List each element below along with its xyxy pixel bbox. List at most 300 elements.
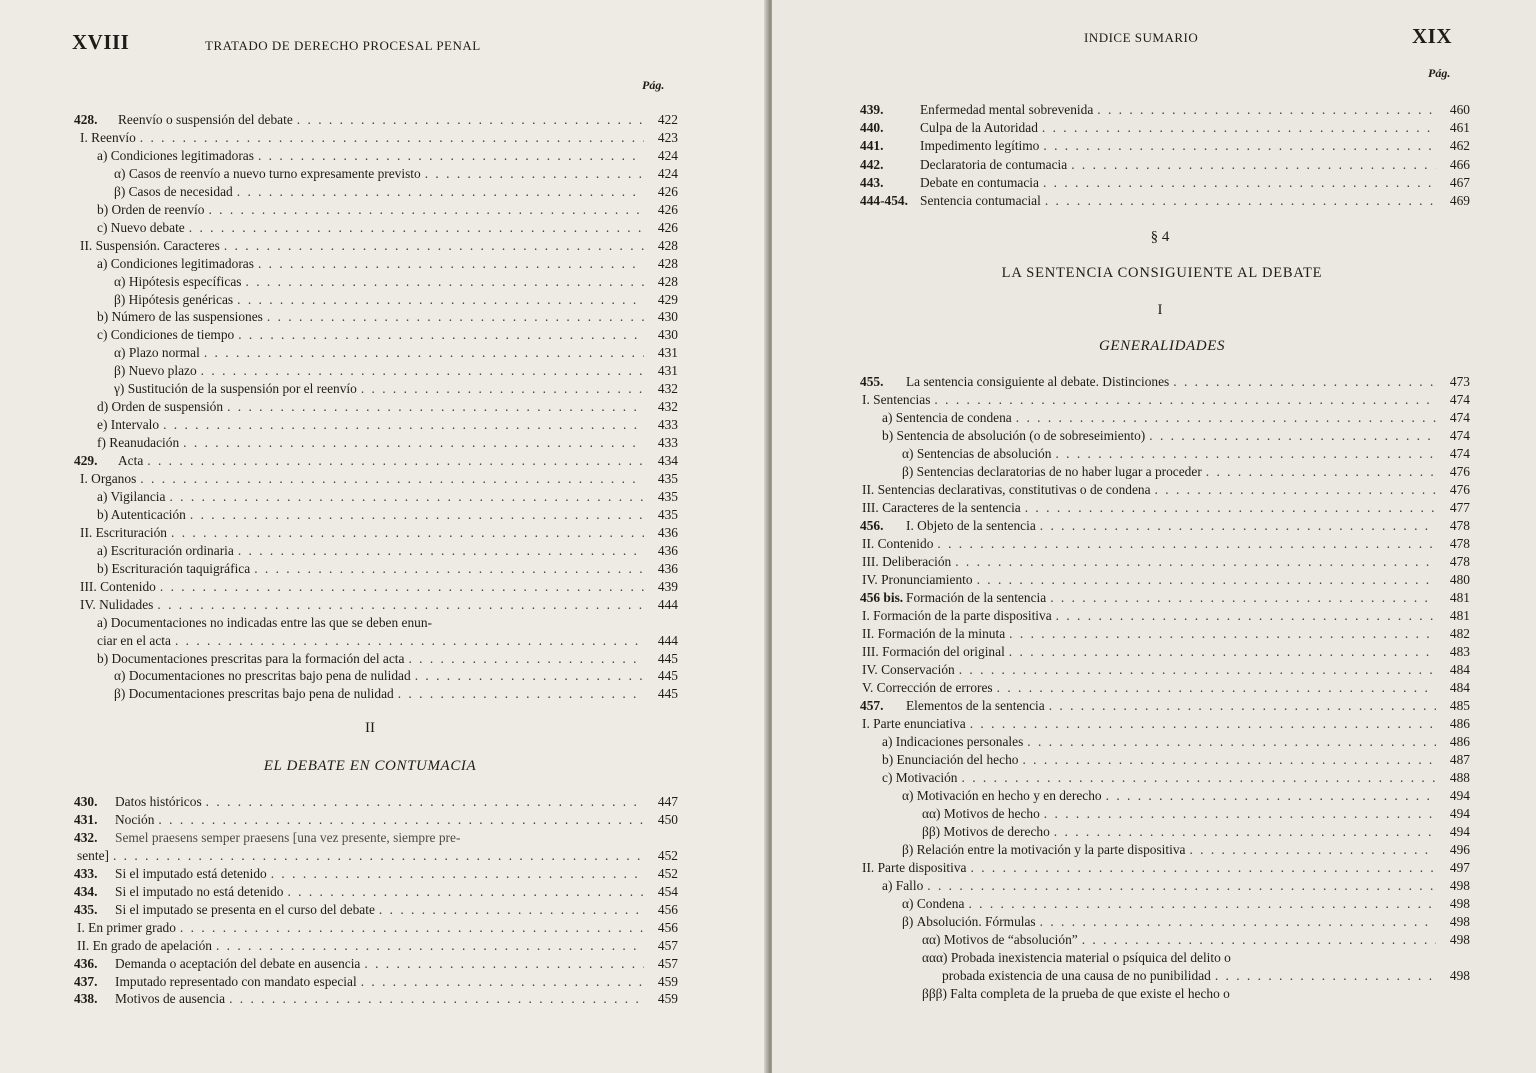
entry-page: 498 bbox=[1449, 932, 1470, 947]
right-toc bbox=[772, 0, 1536, 1073]
entry-title: Si el imputado está detenido bbox=[115, 865, 267, 881]
entry-number: 432. bbox=[74, 829, 98, 845]
dot-leader bbox=[216, 937, 644, 954]
toc-row bbox=[860, 445, 1470, 462]
dot-leader bbox=[1106, 787, 1436, 804]
entry-page: 494 bbox=[1449, 788, 1470, 803]
entry-number: 433. bbox=[74, 865, 98, 881]
entry-title: αα) Motivos de hecho bbox=[922, 806, 1040, 821]
entry-title: c) Condiciones de tiempo bbox=[97, 327, 235, 343]
dot-leader bbox=[425, 165, 644, 182]
dot-leader bbox=[183, 434, 644, 451]
entry-title: Elementos de la sentencia bbox=[906, 698, 1045, 713]
entry-page: 447 bbox=[657, 794, 678, 809]
left-running-title: TRATADO DE DERECHO PROCESAL PENAL bbox=[205, 38, 481, 53]
entry-title: β) Nuevo plazo bbox=[114, 363, 197, 379]
entry-title: III. Contenido bbox=[80, 578, 156, 594]
dot-leader bbox=[1155, 481, 1436, 498]
dot-leader bbox=[1009, 643, 1436, 660]
toc-row bbox=[860, 841, 1470, 858]
toc-row bbox=[860, 877, 1470, 894]
dot-leader bbox=[204, 344, 644, 361]
entry-page: 462 bbox=[1449, 138, 1470, 154]
toc-row bbox=[74, 883, 678, 900]
dot-leader bbox=[970, 715, 1436, 732]
entry-title: II. En grado de apelación bbox=[77, 937, 212, 953]
entry-title: II. Escrituración bbox=[80, 524, 167, 540]
entry-title: a) Indicaciones personales bbox=[882, 734, 1024, 749]
dot-leader bbox=[1025, 499, 1436, 516]
dot-leader bbox=[959, 661, 1436, 678]
entry-page: 434 bbox=[657, 453, 678, 469]
entry-page: 439 bbox=[657, 578, 678, 594]
entry-page: 481 bbox=[1449, 590, 1470, 605]
entry-page: 445 bbox=[657, 686, 678, 702]
toc-row bbox=[860, 787, 1470, 804]
entry-page: 452 bbox=[657, 865, 678, 881]
entry-page: 498 bbox=[1449, 968, 1470, 983]
dot-leader bbox=[287, 883, 644, 900]
toc-row bbox=[74, 398, 678, 415]
dot-leader bbox=[968, 895, 1436, 912]
entry-page: 484 bbox=[1449, 662, 1470, 677]
toc-row bbox=[74, 147, 678, 164]
left-section-roman: II bbox=[365, 720, 375, 736]
entry-page: 476 bbox=[1449, 464, 1470, 479]
entry-title: III. Deliberación bbox=[862, 554, 952, 569]
entry-number: 429. bbox=[74, 453, 98, 469]
dot-leader bbox=[962, 769, 1437, 786]
dot-leader bbox=[237, 291, 644, 308]
entry-page: 423 bbox=[657, 129, 678, 145]
entry-page: 429 bbox=[657, 291, 678, 307]
entry-title: IV. Nulidades bbox=[80, 596, 154, 612]
entry-page: 482 bbox=[1449, 626, 1470, 641]
entry-page: 480 bbox=[1449, 572, 1470, 587]
dot-leader bbox=[1043, 174, 1436, 191]
toc-row bbox=[860, 391, 1470, 408]
right-section-title: LA SENTENCIA CONSIGUIENTE AL DEBATE bbox=[1001, 265, 1323, 281]
entry-page: 497 bbox=[1449, 860, 1470, 875]
entry-title: I. Organos bbox=[80, 471, 137, 486]
entry-title: b) Escrituración taquigráfica bbox=[97, 560, 251, 576]
entry-page: 435 bbox=[657, 506, 678, 522]
entry-title: Impedimento legítimo bbox=[920, 138, 1040, 154]
entry-title: β) Absolución. Fórmulas bbox=[902, 914, 1036, 929]
entry-title: Culpa de la Autoridad bbox=[920, 120, 1038, 136]
dot-leader bbox=[1009, 625, 1436, 642]
dot-leader bbox=[171, 524, 644, 541]
entry-page: 478 bbox=[1449, 518, 1470, 533]
entry-title: sente] bbox=[77, 847, 109, 863]
right-page bbox=[772, 0, 1536, 1073]
dot-leader bbox=[1189, 841, 1436, 858]
entry-title: Enfermedad mental sobrevenida bbox=[920, 102, 1094, 117]
entry-title: γ) Sustitución de la suspensión por el reenvío bbox=[114, 381, 357, 397]
dot-leader bbox=[246, 273, 645, 290]
entry-page: 428 bbox=[657, 255, 678, 271]
entry-number: 443. bbox=[860, 174, 884, 190]
toc-row bbox=[860, 119, 1470, 136]
right-sub-roman: I bbox=[1157, 302, 1163, 318]
toc-row bbox=[860, 517, 1470, 534]
entry-title: α) Casos de reenvío a nuevo turno expresamente previsto bbox=[114, 165, 421, 181]
dot-leader bbox=[1040, 517, 1436, 534]
toc-row bbox=[74, 919, 678, 936]
toc-row bbox=[74, 201, 678, 218]
dot-leader bbox=[157, 596, 644, 613]
entry-title: Acta bbox=[118, 453, 144, 469]
toc-row bbox=[860, 859, 1470, 876]
toc-row bbox=[860, 499, 1470, 516]
entry-title: II. Contenido bbox=[862, 536, 934, 551]
right-pag-label: Pág. bbox=[1428, 66, 1451, 80]
left-section-title: EL DEBATE EN CONTUMACIA bbox=[263, 758, 477, 774]
dot-leader bbox=[1173, 373, 1436, 390]
toc-row bbox=[74, 255, 678, 272]
toc-row bbox=[74, 219, 678, 236]
entry-title: Datos históricos bbox=[115, 794, 202, 809]
entry-title: III. Formación del original bbox=[862, 644, 1005, 659]
entry-page: 445 bbox=[657, 650, 678, 666]
dot-leader bbox=[361, 973, 644, 990]
entry-title: β) Sentencias declaratorias de no haber lugar a proceder bbox=[902, 464, 1202, 479]
dot-leader bbox=[1054, 823, 1436, 840]
dot-leader bbox=[415, 667, 644, 684]
entry-title: Motivos de ausencia bbox=[115, 991, 226, 1007]
entry-title: d) Orden de suspensión bbox=[97, 399, 224, 415]
toc-row bbox=[74, 560, 678, 577]
dot-leader bbox=[1044, 805, 1436, 822]
toc-row bbox=[74, 650, 678, 667]
dot-leader bbox=[227, 398, 644, 415]
entry-page: 459 bbox=[657, 973, 678, 989]
entry-number: 430. bbox=[74, 794, 98, 809]
dot-leader bbox=[1016, 409, 1436, 426]
entry-page: 436 bbox=[657, 560, 678, 576]
dot-leader bbox=[169, 488, 644, 505]
entry-title: β) Relación entre la motivación y la parte dispositiva bbox=[902, 842, 1186, 857]
entry-page: 426 bbox=[657, 219, 678, 235]
dot-leader bbox=[1042, 119, 1436, 136]
dot-leader bbox=[297, 111, 644, 128]
toc-row bbox=[74, 811, 678, 828]
entry-page: 445 bbox=[657, 668, 678, 684]
entry-title: II. Formación de la minuta bbox=[862, 626, 1006, 641]
toc-row bbox=[860, 481, 1470, 498]
entry-title: α) Sentencias de absolución bbox=[902, 446, 1052, 461]
toc-row bbox=[74, 955, 678, 972]
entry-title: b) Autenticación bbox=[97, 506, 186, 522]
dot-leader bbox=[937, 535, 1436, 552]
toc-row bbox=[74, 847, 678, 864]
entry-title: f) Reanudación bbox=[97, 435, 180, 451]
toc-row bbox=[74, 793, 678, 810]
toc-row bbox=[860, 607, 1470, 624]
toc-row bbox=[74, 111, 678, 128]
toc-row bbox=[860, 823, 1470, 840]
dot-leader bbox=[1206, 463, 1436, 480]
dot-leader bbox=[237, 183, 644, 200]
entry-title: II. Sentencias declarativas, constitutivas o de condena bbox=[862, 482, 1151, 497]
entry-title: Demanda o aceptación del debate en ausencia bbox=[115, 955, 361, 971]
entry-title: Declaratoria de contumacia bbox=[920, 156, 1068, 172]
entry-number: 440. bbox=[860, 120, 884, 136]
entry-page: 431 bbox=[657, 363, 678, 379]
toc-row bbox=[74, 273, 678, 290]
entry-title: β) Hipótesis genéricas bbox=[114, 291, 234, 307]
toc-row bbox=[860, 967, 1470, 984]
entry-title: c) Motivación bbox=[882, 770, 958, 785]
entry-title: a) Vigilancia bbox=[97, 488, 166, 504]
entry-title: Si el imputado se presenta en el curso del debate bbox=[115, 901, 375, 917]
toc-row bbox=[74, 990, 678, 1007]
entry-page: 478 bbox=[1449, 536, 1470, 551]
toc-row bbox=[74, 326, 678, 343]
entry-page: 426 bbox=[657, 183, 678, 199]
entry-page: 435 bbox=[657, 471, 678, 486]
toc-row bbox=[860, 985, 1470, 1002]
toc-row bbox=[74, 434, 678, 451]
entry-page: 430 bbox=[657, 327, 678, 343]
entry-page: 488 bbox=[1449, 770, 1470, 785]
toc-row bbox=[74, 129, 678, 146]
entry-page: 428 bbox=[657, 273, 678, 289]
dot-leader bbox=[1049, 697, 1436, 714]
entry-page: 484 bbox=[1449, 680, 1470, 695]
entry-title: a) Escrituración ordinaria bbox=[97, 542, 234, 558]
entry-page: 481 bbox=[1449, 608, 1470, 623]
entry-title: α) Hipótesis específicas bbox=[114, 273, 242, 289]
entry-title: La sentencia consiguiente al debate. Distinciones bbox=[906, 374, 1170, 389]
entry-title: Si el imputado no está detenido bbox=[115, 883, 284, 899]
entry-number: 456 bis. bbox=[860, 590, 904, 605]
right-section-mark: § 4 bbox=[1150, 229, 1170, 245]
toc-row bbox=[860, 589, 1470, 606]
dot-leader bbox=[955, 553, 1436, 570]
toc-row bbox=[74, 452, 678, 469]
entry-number: 435. bbox=[74, 901, 98, 917]
entry-title: β) Casos de necesidad bbox=[114, 183, 233, 199]
dot-leader bbox=[1055, 445, 1436, 462]
toc-row bbox=[74, 524, 678, 541]
toc-row bbox=[74, 973, 678, 990]
entry-title: b) Orden de reenvío bbox=[97, 201, 205, 217]
dot-leader bbox=[189, 219, 644, 236]
toc-row bbox=[860, 715, 1470, 732]
entry-page: 452 bbox=[657, 847, 678, 863]
entry-title: αα) Motivos de “absolución” bbox=[922, 932, 1078, 947]
toc-row bbox=[74, 308, 678, 325]
dot-leader bbox=[238, 542, 644, 559]
toc-row bbox=[860, 697, 1470, 714]
dot-leader bbox=[379, 901, 644, 918]
entry-title: I. Formación de la parte dispositiva bbox=[862, 608, 1052, 623]
entry-title: b) Enunciación del hecho bbox=[882, 752, 1019, 767]
dot-leader bbox=[271, 865, 644, 882]
toc-row bbox=[860, 101, 1470, 118]
entry-page: 456 bbox=[657, 919, 678, 935]
entry-page: 431 bbox=[657, 345, 678, 361]
entry-page: 485 bbox=[1449, 698, 1470, 713]
toc-row bbox=[860, 733, 1470, 750]
toc-row bbox=[860, 679, 1470, 696]
entry-title: α) Plazo normal bbox=[114, 345, 200, 361]
dot-leader bbox=[398, 685, 644, 702]
toc-row bbox=[74, 488, 678, 505]
entry-title: Debate en contumacia bbox=[920, 174, 1039, 190]
dot-leader bbox=[258, 147, 644, 164]
toc-row bbox=[860, 373, 1470, 390]
entry-title: ββ) Motivos de derecho bbox=[922, 824, 1050, 839]
toc-row bbox=[860, 949, 1470, 966]
toc-row bbox=[74, 506, 678, 523]
toc-row bbox=[74, 237, 678, 254]
entry-page: 476 bbox=[1449, 482, 1470, 497]
toc-row bbox=[74, 578, 678, 595]
toc-row bbox=[74, 596, 678, 613]
toc-row bbox=[74, 865, 678, 882]
entry-title: e) Intervalo bbox=[97, 417, 160, 433]
dot-leader bbox=[208, 201, 644, 218]
right-running-title: INDICE SUMARIO bbox=[1084, 30, 1199, 45]
entry-page: 486 bbox=[1449, 716, 1470, 731]
toc-row bbox=[74, 937, 678, 954]
entry-page: 469 bbox=[1449, 193, 1470, 208]
dot-leader bbox=[206, 793, 644, 810]
toc-row bbox=[860, 553, 1470, 570]
entry-page: 496 bbox=[1449, 842, 1470, 857]
dot-leader bbox=[934, 391, 1436, 408]
entry-page: 424 bbox=[657, 147, 678, 163]
dot-leader bbox=[1043, 137, 1436, 154]
entry-page: 474 bbox=[1449, 392, 1470, 407]
entry-page: 457 bbox=[657, 937, 678, 953]
entry-title: I. Sentencias bbox=[862, 392, 931, 407]
dot-leader bbox=[140, 129, 644, 146]
entry-title: I. Reenvío bbox=[80, 129, 136, 145]
toc-row bbox=[74, 183, 678, 200]
dot-leader bbox=[1022, 751, 1436, 768]
entry-title: a) Condiciones legitimadoras bbox=[97, 147, 254, 163]
entry-title: α) Motivación en hecho y en derecho bbox=[902, 788, 1102, 803]
entry-page: 457 bbox=[657, 955, 678, 971]
dot-leader bbox=[1045, 192, 1436, 209]
toc-row bbox=[860, 571, 1470, 588]
entry-title: II. Parte dispositiva bbox=[862, 860, 967, 875]
entry-title: ciar en el acta bbox=[97, 632, 171, 648]
entry-title: α) Condena bbox=[902, 896, 965, 911]
dot-leader bbox=[180, 919, 644, 936]
left-pag-label: Pág. bbox=[642, 78, 665, 92]
dot-leader bbox=[1082, 931, 1436, 948]
entry-page: 486 bbox=[1449, 734, 1470, 749]
entry-title: a) Sentencia de condena bbox=[882, 410, 1012, 425]
entry-number: 436. bbox=[74, 955, 98, 971]
dot-leader bbox=[190, 506, 644, 523]
toc-row bbox=[860, 751, 1470, 768]
dot-leader bbox=[1040, 913, 1436, 930]
entry-number: 457. bbox=[860, 698, 884, 713]
entry-title: IV. Conservación bbox=[862, 662, 955, 677]
dot-leader bbox=[361, 380, 644, 397]
entry-number: 442. bbox=[860, 156, 884, 172]
entry-title: Sentencia contumacial bbox=[920, 193, 1041, 208]
toc-row bbox=[74, 380, 678, 397]
toc-row bbox=[74, 632, 678, 649]
dot-leader bbox=[158, 811, 644, 828]
entry-title: Imputado representado con mandato especial bbox=[115, 973, 357, 989]
dot-leader bbox=[1149, 427, 1436, 444]
dot-leader bbox=[1027, 733, 1436, 750]
entry-page: 426 bbox=[657, 201, 678, 217]
entry-page: 487 bbox=[1449, 752, 1470, 767]
entry-number: 456. bbox=[860, 518, 884, 533]
toc-row bbox=[860, 427, 1470, 444]
toc-row bbox=[860, 895, 1470, 912]
entry-title: β) Documentaciones prescritas bajo pena de nulidad bbox=[114, 686, 394, 702]
entry-title: a) Condiciones legitimadoras bbox=[97, 255, 254, 271]
entry-number: 437. bbox=[74, 973, 98, 989]
dot-leader bbox=[238, 326, 644, 343]
toc-row bbox=[860, 192, 1470, 209]
entry-page: 466 bbox=[1449, 156, 1470, 172]
entry-title: b) Documentaciones prescritas para la formación del acta bbox=[97, 650, 405, 666]
toc-row bbox=[860, 463, 1470, 480]
dot-leader bbox=[1215, 967, 1436, 984]
dot-leader bbox=[254, 560, 644, 577]
dot-leader bbox=[201, 362, 644, 379]
entry-title: Reenvío o suspensión del debate bbox=[118, 112, 293, 127]
dot-leader bbox=[163, 416, 644, 433]
entry-page: 474 bbox=[1449, 428, 1470, 443]
entry-title: b) Número de las suspensiones bbox=[97, 309, 263, 325]
entry-number: 439. bbox=[860, 102, 884, 117]
entry-title: b) Sentencia de absolución (o de sobreseimiento) bbox=[882, 428, 1146, 443]
dot-leader bbox=[229, 990, 644, 1007]
dot-leader bbox=[408, 650, 644, 667]
entry-number: 431. bbox=[74, 811, 98, 827]
dot-leader bbox=[1097, 101, 1436, 118]
entry-title: III. Caracteres de la sentencia bbox=[862, 500, 1021, 515]
entry-page: 430 bbox=[657, 309, 678, 325]
toc-row bbox=[74, 291, 678, 308]
dot-leader bbox=[267, 308, 644, 325]
dot-leader bbox=[997, 679, 1436, 696]
dot-leader bbox=[175, 632, 644, 649]
entry-page: 422 bbox=[657, 112, 678, 127]
toc-row bbox=[74, 470, 678, 487]
dot-leader bbox=[1071, 156, 1436, 173]
dot-leader bbox=[971, 859, 1436, 876]
toc-row bbox=[860, 174, 1470, 191]
entry-page: 444 bbox=[657, 596, 678, 612]
toc-row bbox=[74, 901, 678, 918]
toc-row bbox=[74, 542, 678, 559]
entry-page: 433 bbox=[657, 435, 678, 451]
toc-row bbox=[860, 661, 1470, 678]
entry-page: 432 bbox=[657, 381, 678, 397]
dot-leader bbox=[160, 578, 644, 595]
toc-row bbox=[860, 625, 1470, 642]
dot-leader bbox=[364, 955, 644, 972]
entry-title: Semel praesens semper praesens [una vez presente, siempre pre- bbox=[115, 829, 461, 845]
entry-title: a) Fallo bbox=[882, 878, 924, 893]
dot-leader bbox=[147, 452, 644, 469]
toc-row bbox=[860, 913, 1470, 930]
entry-page: 494 bbox=[1449, 806, 1470, 821]
toc-row bbox=[74, 685, 678, 702]
